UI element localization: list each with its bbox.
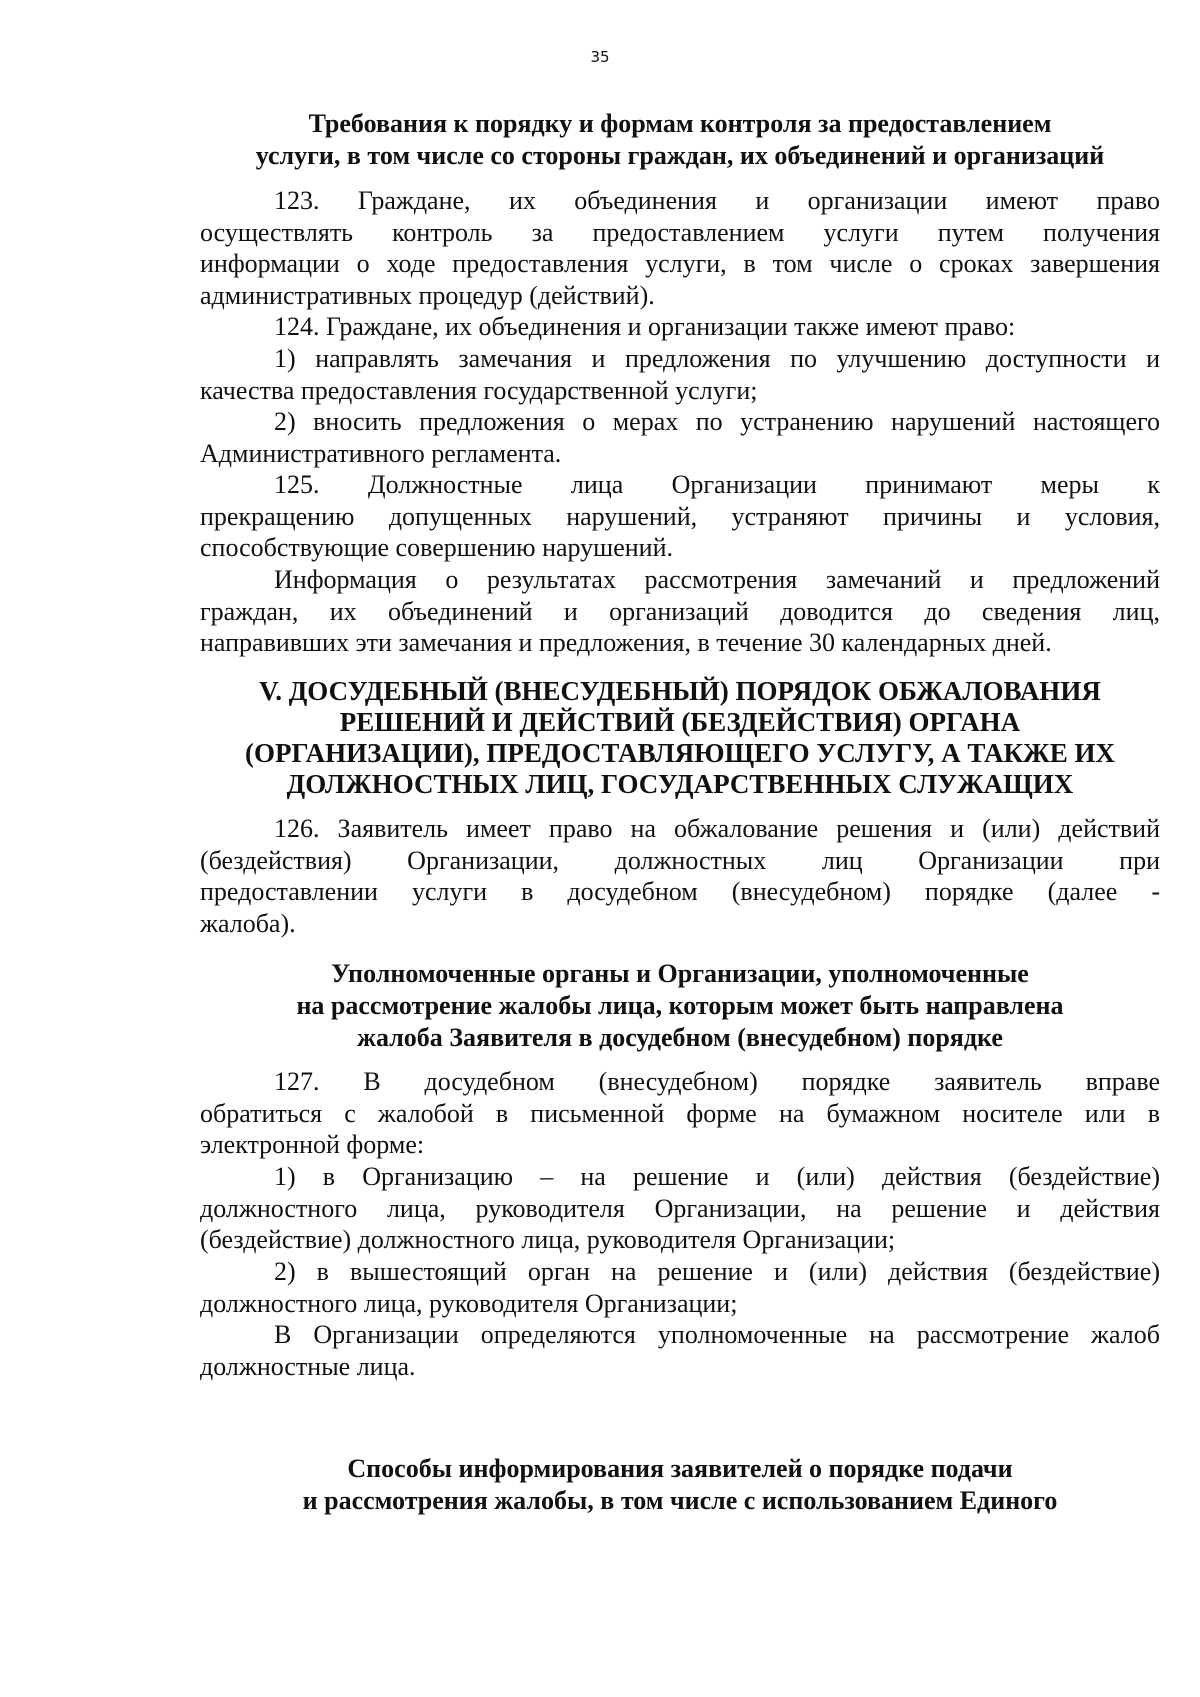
paragraph-127 [200,1066,1160,1161]
text-line: качества предоставления государственной услуги; [200,375,758,405]
chapter-heading-v [200,676,1160,800]
text-line: 125. Должностные лица Организации принимают меры к [274,470,1160,499]
text-line: (бездействие) должностного лица, руководителя Организации; [200,1225,896,1255]
text-line: 126. Заявитель имеет право на обжалование решения и (или) действий [274,814,1160,843]
section-heading-control [200,108,1160,172]
page-number: 35 [590,48,610,66]
text-line: (бездействия) Организации, должностных лиц Организации при [200,845,1160,875]
heading-line: услуги, в том числе со стороны граждан, их объединений и организаций [255,141,1105,170]
section-heading-informing-methods [200,1453,1160,1517]
text-line: 1) в Организацию – на решение и (или) действия (бездействие) [274,1162,1160,1191]
text-line: административных процедур (действий). [200,280,655,310]
text-line: должностного лица, руководителя Организации, на решение и действия [200,1193,1160,1223]
text-line: Информация о результатах рассмотрения замечаний и предложений [274,565,1160,594]
heading-line: на рассмотрение жалобы лица, которым может быть направлена [296,991,1064,1020]
text-line: прекращению допущенных нарушений, устраняют причины и условия, [200,501,1160,531]
paragraph-127-item-2 [200,1256,1160,1319]
text-line: 1) направлять замечания и предложения по улучшению доступности и [274,344,1160,373]
heading-line: ДОЛЖНОСТНЫХ ЛИЦ, ГОСУДАРСТВЕННЫХ СЛУЖАЩИХ [286,769,1074,799]
paragraph-125 [200,469,1160,564]
text-line: способствующие совершению нарушений. [200,533,673,563]
paragraph-123 [200,185,1160,311]
heading-line: жалоба Заявителя в досудебном (внесудебном) порядке [357,1023,1003,1052]
paragraph-124-item-2 [200,406,1160,469]
heading-line: Требования к порядку и формам контроля за предоставлением [308,109,1052,138]
text-line: Административного регламента. [200,438,562,468]
heading-line: Способы информирования заявителей о порядке подачи [347,1454,1013,1483]
paragraph-127-item-3 [200,1319,1160,1382]
text-line: 2) вносить предложения о мерах по устранению нарушений настоящего [274,407,1160,436]
section-heading-authorized-bodies [200,958,1160,1054]
paragraph-126 [200,813,1160,939]
text-line: информации о ходе предоставления услуги, в том числе о сроках завершения [200,249,1160,279]
heading-line: (ОРГАНИЗАЦИИ), ПРЕДОСТАВЛЯЮЩЕГО УСЛУГУ, А ТАКЖЕ ИХ [244,738,1116,768]
paragraph-125-information [200,564,1160,659]
text-line: В Организации определяются уполномоченные на рассмотрение жалоб [274,1320,1160,1349]
text-line: 127. В досудебном (внесудебном) порядке заявитель вправе [274,1067,1160,1096]
heading-line: РЕШЕНИЙ И ДЕЙСТВИЙ (БЕЗДЕЙСТВИЯ) ОРГАНА [339,707,1021,737]
paragraph-127-item-1 [200,1161,1160,1256]
text-line: 123. Граждане, их объединения и организации имеют право [274,186,1160,215]
text-line: осуществлять контроль за предоставлением услуги путем получения [200,217,1160,247]
paragraph-124 [200,311,1160,343]
text-line: электронной форме: [200,1130,425,1160]
text-line: жалоба). [200,908,296,938]
heading-line: V. ДОСУДЕБНЫЙ (ВНЕСУДЕБНЫЙ) ПОРЯДОК ОБЖАЛОВАНИЯ [259,676,1101,706]
text-line: обратиться с жалобой в письменной форме на бумажном носителе или в [200,1098,1160,1128]
text-line: должностные лица. [200,1351,416,1381]
text-line: 2) в вышестоящий орган на решение и (или) действия (бездействие) [274,1257,1160,1286]
text-line: граждан, их объединений и организаций доводится до сведения лиц, [200,596,1160,626]
heading-line: Уполномоченные органы и Организации, уполномоченные [331,959,1029,988]
heading-line: и рассмотрения жалобы, в том числе с использованием Единого [302,1486,1058,1515]
text-line: 124. Граждане, их объединения и организации также имеют право: [274,312,1016,341]
text-line: должностного лица, руководителя Организации; [200,1288,738,1318]
text-line: направивших эти замечания и предложения, в течение 30 календарных дней. [200,628,1052,658]
paragraph-124-item-1 [200,343,1160,406]
text-line: предоставлении услуги в досудебном (внесудебном) порядке (далее - [200,877,1160,907]
